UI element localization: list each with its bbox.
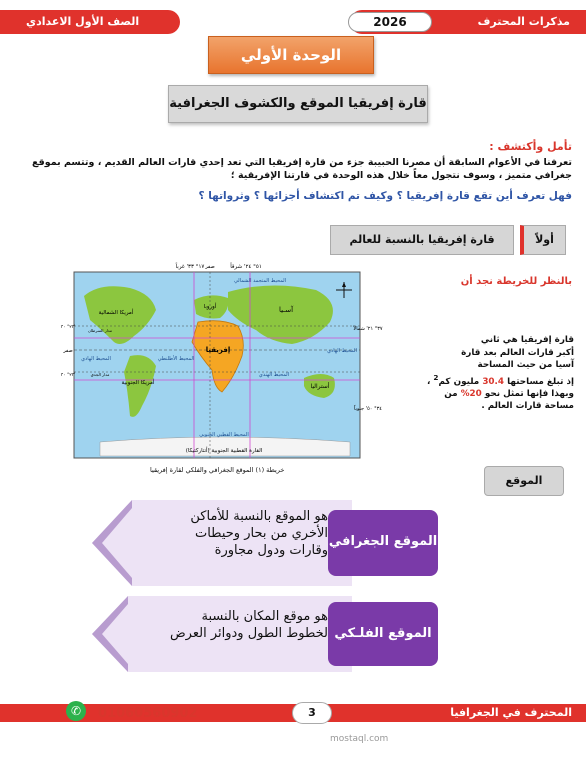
label-tropic-south: ٢٣° ٣٠' bbox=[60, 373, 76, 378]
label-pacific-west: المحيط الهادي bbox=[81, 356, 111, 362]
fact-area-end: ، bbox=[427, 376, 434, 387]
section-title: قارة إفريقيا بالنسبة للعالم bbox=[330, 225, 514, 255]
geo-label: الموقع الجغرافي bbox=[328, 534, 438, 549]
fact-pct-post: من bbox=[444, 388, 461, 399]
fact-line-4 bbox=[384, 372, 574, 388]
fact-area-pre: إذ تبلغ مساحتها bbox=[504, 376, 574, 387]
fact-line-2: أكبر قارات العالم بعد قارة bbox=[461, 347, 574, 358]
label-cancer: مدار السرطان bbox=[87, 328, 113, 333]
site-section-label: الموقع bbox=[484, 466, 564, 496]
unit-title: الوحدة الأولي bbox=[208, 36, 374, 74]
reflect-label: تأمل وأكتشف : bbox=[489, 140, 572, 153]
fact-line-3: آسيا من حيث المساحة bbox=[477, 360, 574, 370]
fact-area-unit: مليون كم bbox=[438, 376, 483, 387]
header-year: 2026 bbox=[348, 12, 432, 32]
fact-area-sup: 2 bbox=[433, 372, 439, 382]
label-lon-west: ١٧° ٣٣' غرباً bbox=[175, 264, 205, 270]
geo-definition: هو الموقع بالنسبة للأماكن الأخري من بحار وحيطات وقارات ودول مجاورة bbox=[190, 509, 328, 558]
lesson-title: قارة إفريقيا الموقع والكشوف الجغرافية bbox=[168, 85, 428, 123]
fact-line-1: قارة إفريقيا هي ثاني bbox=[480, 335, 574, 345]
world-map bbox=[60, 260, 383, 480]
label-pacific-east: المحيط الهادي bbox=[327, 348, 357, 354]
fact-line-5 bbox=[384, 388, 574, 401]
label-indian: المحيط الهندي bbox=[258, 372, 290, 378]
header-grade: الصف الأول الاعدادي bbox=[26, 15, 140, 28]
label-europe: أوروبا bbox=[203, 304, 217, 310]
label-southern-ocean: المحيط القطبي الجنوبي bbox=[199, 432, 249, 438]
label-asia: آسـيا bbox=[278, 306, 294, 314]
fact-line-6: مساحة قارات العالم . bbox=[481, 401, 574, 412]
label-south-america: أمريكا الجنوبية bbox=[121, 380, 155, 386]
label-north-america: أمريكا الشمالية bbox=[98, 310, 134, 316]
footer-title: المحترف في الجغرافيا bbox=[450, 706, 572, 719]
world-map-svg bbox=[60, 260, 383, 480]
intro-question: فهل تعرف أين تقع قارة إفريقيا ؟ وكيف تم اكتشاف أجزائها ؟ وثرواتها ؟ bbox=[198, 190, 572, 202]
label-equator: صفر bbox=[63, 348, 73, 354]
label-prime: صفر bbox=[205, 264, 215, 270]
watermark: mostaql.com bbox=[330, 734, 389, 744]
header-bar-left bbox=[0, 10, 180, 34]
map-caption: خريطة (١) الموقع الجغرافي والفلكي لقارة إفريقيا bbox=[150, 466, 285, 474]
label-arctic-ocean: المحيط المتجمد الشمالي bbox=[234, 278, 286, 284]
fact-pct-pre: وبهذا فإنها تمثل نحو bbox=[481, 388, 574, 399]
label-atlantic: المحيط الأطلنطي bbox=[157, 356, 195, 362]
footer-phone: 01060560902 bbox=[98, 706, 198, 721]
label-africa: إفريقيا bbox=[205, 346, 231, 354]
fact-pct-value: 20% bbox=[460, 388, 482, 399]
label-lon-east: ٥١° ٢٤' شرقاً bbox=[230, 264, 262, 270]
map-note: بالنظر للخريطة نجد أن bbox=[460, 276, 572, 287]
label-australia: أستراليا bbox=[310, 383, 330, 390]
label-antarctica: القارة القطبية الجنوبية (أنتاركتيكا) bbox=[185, 448, 263, 454]
astro-site-row bbox=[92, 596, 566, 672]
astro-definition: هو موقع المكان بالنسبة لخطوط الطول ودوائر العرض bbox=[169, 609, 328, 641]
fact-area-value: 30.4 bbox=[482, 376, 505, 387]
label-capricorn: مدار الجدي bbox=[90, 372, 110, 377]
whatsapp-icon: ✆ bbox=[66, 701, 86, 721]
section-number: أولاً bbox=[520, 225, 566, 255]
africa-facts bbox=[384, 334, 574, 413]
header-series-title: مذكرات المحترف bbox=[477, 15, 570, 28]
intro-paragraph: تعرفنا في الأعوام السابقة أن مصرنا الحبيبة جزء من قارة إفريقيا التي تعد إحدي قارات العالم القديم ، وتتسم بموقع جغرافي متميز ، وسوف نتجول معاً خلال هذه الوحدة في قارتنا الإفريقية ؛ bbox=[32, 157, 572, 181]
astro-label: الموقع الفلـكي bbox=[334, 626, 432, 641]
label-lat-south: ٣٤° ٥٠' جنوباً bbox=[354, 406, 382, 412]
page-number: 3 bbox=[292, 702, 332, 724]
label-tropic-north: ٢٣° ٣٠' bbox=[60, 325, 76, 330]
geo-site-row bbox=[92, 500, 566, 586]
label-lat-north: ٣٧° ٢١' شمالاً bbox=[353, 326, 383, 332]
